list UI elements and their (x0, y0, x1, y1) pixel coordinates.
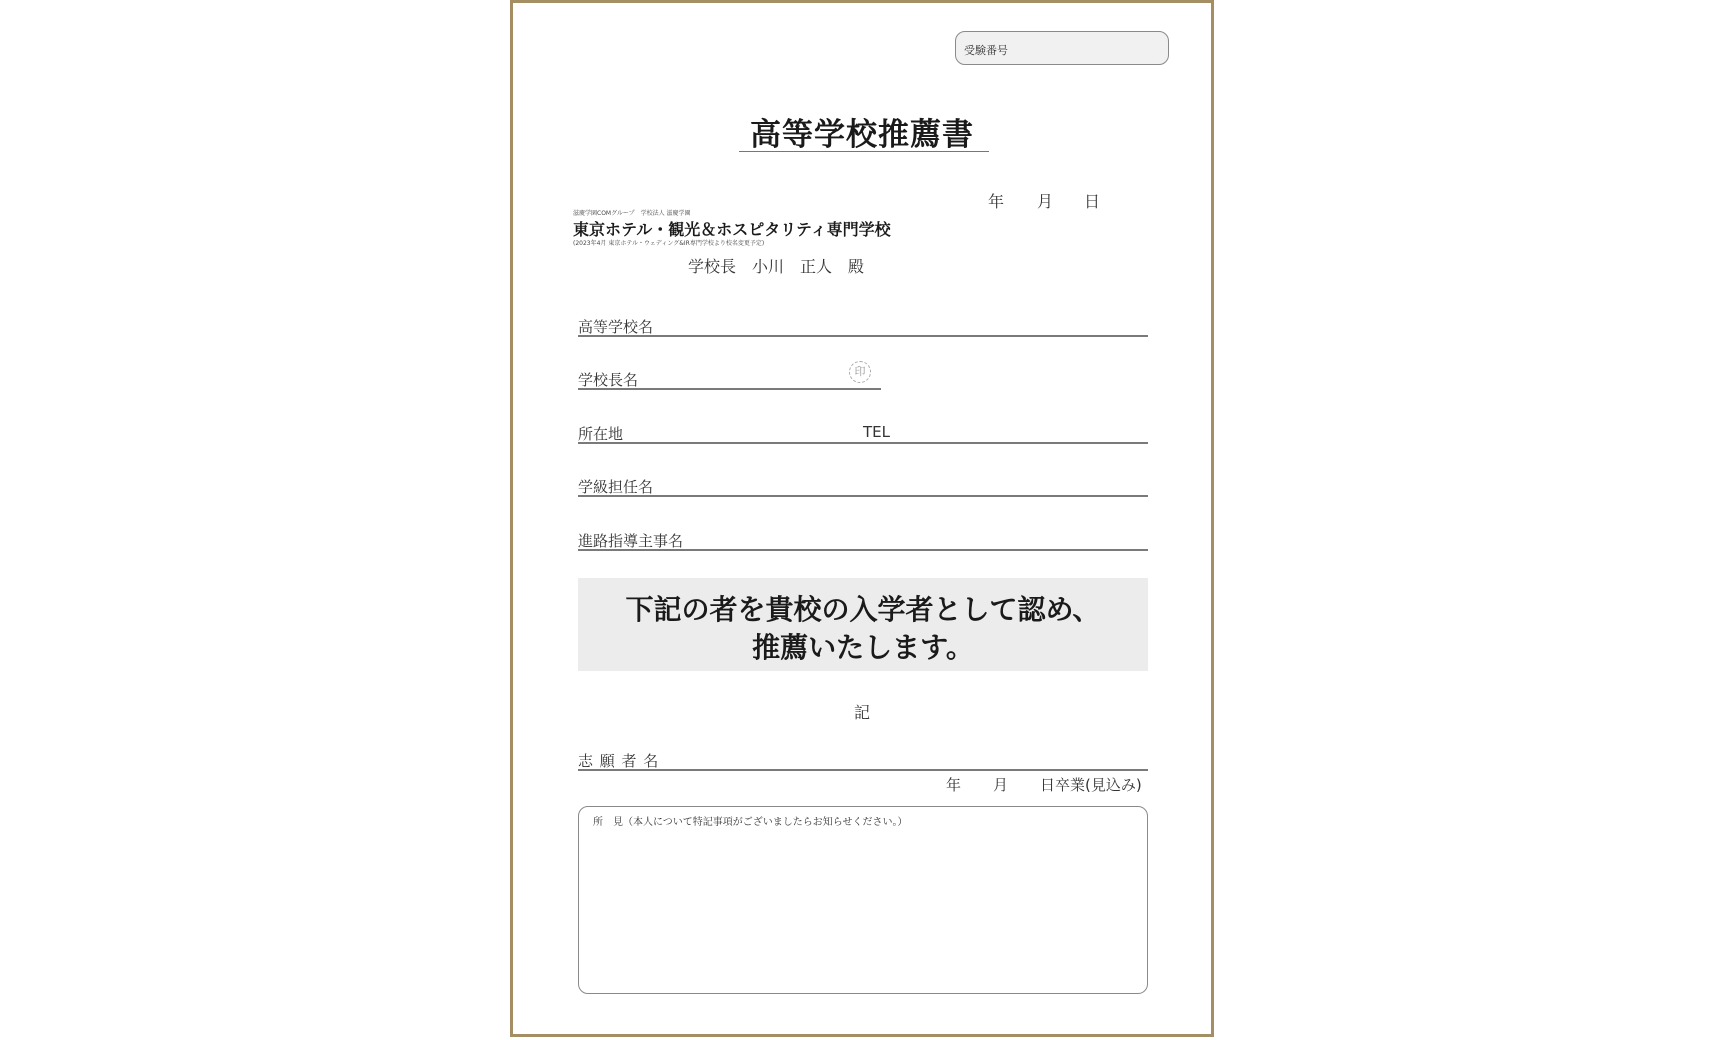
career-guidance-label: 進路指導主事名 (578, 532, 684, 550)
exam-number-label: 受験番号 (964, 44, 1008, 57)
ki-heading: 記 (853, 703, 870, 722)
exam-number-box[interactable] (955, 31, 1169, 65)
high-school-name-field[interactable] (578, 335, 1148, 337)
graduation-month: 月 (993, 776, 1009, 794)
applicant-name-label: 志 願 者 名 (578, 752, 660, 770)
graduation-year: 年 (946, 776, 962, 794)
statement-line-1: 下記の者を貴校の入学者として認め、 (625, 593, 1101, 626)
principal-name-label: 学校長名 (578, 371, 639, 389)
address-field[interactable] (578, 442, 1148, 444)
title-underline (739, 151, 989, 152)
date-year: 年 (988, 192, 1005, 211)
career-guidance-field[interactable] (578, 549, 1148, 551)
addressee-principal: 学校長 小川 正人 殿 (688, 257, 865, 276)
seal-icon: 印 (849, 361, 871, 383)
addressee-school-name: 東京ホテル・観光＆ホスピタリティ専門学校 (573, 220, 891, 239)
principal-name-field[interactable] (578, 388, 881, 390)
applicant-name-field[interactable] (578, 769, 1148, 771)
homeroom-teacher-field[interactable] (578, 495, 1148, 497)
date-day: 日 (1084, 192, 1101, 211)
date-month: 月 (1037, 192, 1054, 211)
opinion-label: 所 見（本人について特記事項がございましたらお知らせください。） (593, 817, 908, 828)
form-title: 高等学校推薦書 (750, 117, 974, 153)
graduation-day-label: 日卒業(見込み) (1040, 776, 1142, 794)
recommendation-statement (578, 578, 1148, 671)
statement-line-2: 推薦いたします。 (752, 631, 974, 664)
opinion-box[interactable] (578, 806, 1148, 994)
school-name-change-note: (2023年4月 東京ホテル・ウェディング&IR専門学校より校名変更予定) (573, 240, 765, 247)
school-group-line: 滋慶学園COMグループ 学校法人 滋慶学園 (573, 210, 691, 217)
high-school-name-label: 高等学校名 (578, 318, 654, 336)
tel-label: TEL (863, 423, 890, 441)
homeroom-teacher-label: 学級担任名 (578, 478, 654, 496)
address-label: 所在地 (578, 425, 624, 443)
recommendation-form (510, 0, 1214, 1037)
